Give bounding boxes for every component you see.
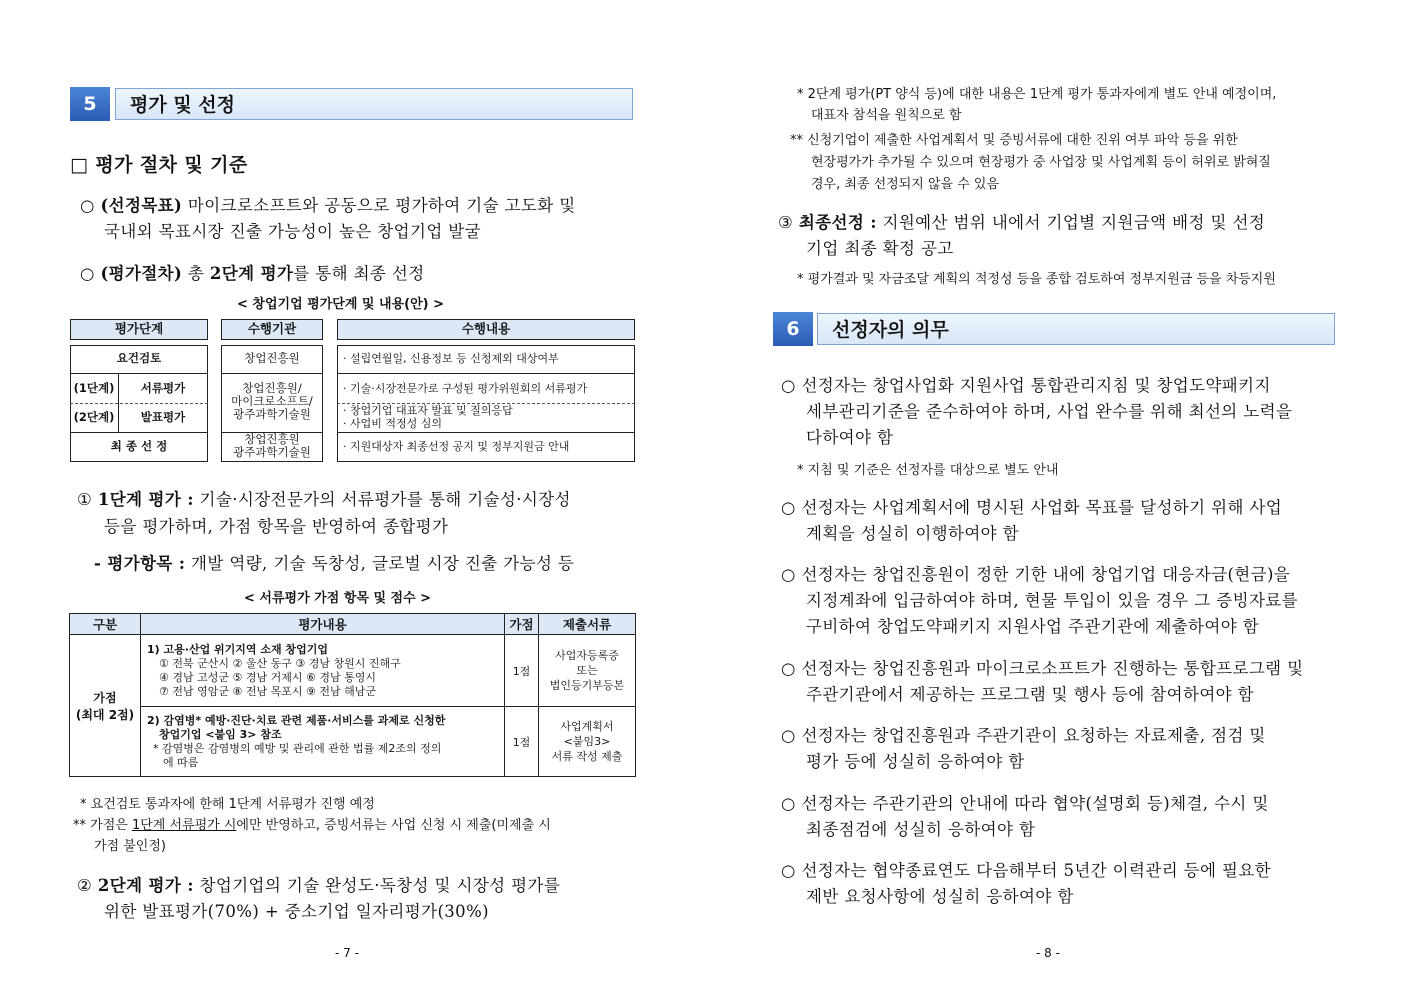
table1-content: · 사업비 적정성 심의 <box>343 417 442 430</box>
table1-org: 창업진흥원 <box>244 432 300 446</box>
step-marker: ③ <box>778 213 794 232</box>
duty-item: ○ 선정자는 창업진흥원이 정한 기한 내에 창업기업 대응자금(현금)을 <box>781 565 1291 584</box>
step-marker: ① <box>77 490 93 509</box>
section-number-badge: 5 <box>70 87 110 121</box>
table1-stage: 서류평가 <box>140 381 186 395</box>
table1-header-org: 수행기관 <box>221 319 323 340</box>
table2-header: 제출서류 <box>539 614 636 635</box>
step3 <box>778 209 1265 233</box>
duty-note: * 지침 및 기준은 선정자를 대상으로 별도 안내 <box>797 463 1059 478</box>
duty-item: ○ 선정자는 협약종료연도 다음해부터 5년간 이력관리 등에 필요한 <box>781 861 1272 880</box>
eval-items-text: 개발 역량, 기술 독창성, 글로벌 시장 진출 가능성 등 <box>185 554 575 573</box>
duty-item: ○ 선정자는 창업사업화 지원사업 통합관리지침 및 창업도약패키지 <box>781 376 1271 395</box>
section-title-bar: 선정자의 의무 <box>817 313 1335 345</box>
table2-item-line: ⑦ 전남 영암군 ⑧ 전남 목포시 ⑨ 전남 해남군 <box>159 684 376 698</box>
table2-item-note: * 감염병은 감염병의 예방 및 관리에 관한 법률 제2조의 정의 <box>153 741 442 755</box>
footnote-text: ** 가점은 <box>73 818 132 833</box>
table2-item-title: 2) 감염병* 예방·진단·치료 관련 제품·서비스를 과제로 신청한 <box>147 713 446 727</box>
step3-cont: 기업 최종 확정 공고 <box>806 239 954 258</box>
bullet-label: (선정목표) <box>100 196 183 215</box>
table2-item-note: 에 따름 <box>163 755 199 769</box>
table1-caption: < 창업기업 평가단계 및 내용(안) > <box>237 297 444 312</box>
table1-content: · 창업기업 대표자 발표 및 질의응답 <box>343 404 513 417</box>
eval-items-label: - 평가항목 : <box>94 554 186 573</box>
duty-item-cont: 세부관리기준을 준수하여야 하며, 사업 완수를 위해 최선의 노력을 <box>806 402 1293 421</box>
note: * 평가결과 및 자금조달 계획의 적정성 등을 종합 검토하여 정부지원금 등을 차등지원 <box>797 272 1276 287</box>
table1-stage: 발표평가 <box>140 410 186 424</box>
table1-org: 창업진흥원 <box>244 351 300 365</box>
section-title-bar: 평가 및 선정 <box>115 88 633 120</box>
table2-doc-cell <box>539 635 636 707</box>
table1-header-stage: 평가단계 <box>70 319 208 340</box>
note-cont: 경우, 최종 선정되지 않을 수 있음 <box>811 177 1000 192</box>
bullet-marker: ○ <box>80 264 101 283</box>
table2-doc-cell <box>539 707 636 777</box>
duty-item-cont: 구비하여 창업도약패키지 지원사업 주관기관에 제출하여야 함 <box>806 617 1260 636</box>
duty-item: ○ 선정자는 사업계획서에 명시된 사업화 목표를 달성하기 위해 사업 <box>781 498 1283 517</box>
table1-divider <box>70 373 208 374</box>
table1-content: · 기술·시장전문가로 구성된 평가위원회의 서류평가 <box>343 382 588 395</box>
note: * 2단계 평가(PT 양식 등)에 대한 내용은 1단계 평가 통과자에게 별도 안내 예정이며, <box>797 87 1277 102</box>
table2-group-cell <box>70 635 141 777</box>
step-marker: ② <box>77 876 93 895</box>
table2-item-title: 창업기업 <붙임 3> 참조 <box>159 727 282 741</box>
table1-divider <box>337 373 635 374</box>
table2-doc: 또는 <box>576 664 598 677</box>
note-cont: 현장평가가 추가될 수 있으며 현장평가 중 사업장 및 사업계획 등이 허위로 밝혀질 <box>811 155 1271 170</box>
table1-content: · 지원대상자 최종선정 공지 및 정부지원금 안내 <box>343 440 570 453</box>
subheading: □ 평가 절차 및 기준 <box>70 154 248 176</box>
step2-cont: 위한 발표평가(70%) + 중소기업 일자리평가(30%) <box>104 902 489 921</box>
duty-item-cont: 계획을 성실히 이행하여야 함 <box>806 524 1020 543</box>
duty-item-cont: 다하여야 함 <box>806 428 894 447</box>
table2-doc: 서류 작성 제출 <box>551 750 623 763</box>
table1-divider <box>70 432 208 433</box>
table2-item-line: ① 전북 군산시 ② 울산 동구 ③ 경남 창원시 진해구 <box>159 656 401 670</box>
table1-org: 광주과학기술원 <box>233 445 311 459</box>
table1-stage-tag: (2단계) <box>73 410 115 424</box>
table1-stage: 요건검토 <box>116 351 162 365</box>
step-title: 2단계 평가 : <box>97 876 194 895</box>
duty-item: ○ 선정자는 주관기관의 안내에 따라 협약(설명회 등)체결, 수시 및 <box>781 794 1269 813</box>
duty-item-cont: 주관기관에서 제공하는 프로그램 및 행사 등에 참여하여야 함 <box>806 685 1254 704</box>
bullet-text: 마이크로소프트와 공동으로 평가하여 기술 고도화 및 <box>182 196 576 215</box>
table1-divider <box>221 373 323 374</box>
bullet-procedure <box>80 260 425 284</box>
bullet-text: 를 통해 최종 선정 <box>293 264 425 283</box>
bullet-label: (평가절차) <box>100 264 183 283</box>
footnote-underline: 1단계 서류평가 시 <box>131 818 237 833</box>
table2-doc: 사업계획서 <box>560 720 614 733</box>
table2-doc: <붙임3> <box>563 735 611 748</box>
duty-item-cont: 제반 요청사항에 성실히 응하여야 함 <box>806 887 1074 906</box>
bullet-goal-cont: 국내외 목표시장 진출 가능성이 높은 창업기업 발굴 <box>104 222 481 241</box>
eval-items <box>94 550 574 574</box>
table2-item-title: 1) 고용·산업 위기지역 소재 창업기업 <box>147 642 328 656</box>
bullet-goal <box>80 192 576 216</box>
note-cont: 대표자 참석을 원칙으로 함 <box>811 108 962 123</box>
step2 <box>77 872 560 896</box>
footnote-text: 에만 반영하고, 증빙서류는 사업 신청 시 제출(미제출 시 <box>236 818 551 833</box>
bonus-points-table <box>69 613 636 777</box>
table1-content: · 설립연월일, 신용정보 등 신청제외 대상여부 <box>343 352 559 365</box>
table2-header: 구분 <box>70 614 141 635</box>
table1-org: 마이크로소프트/ <box>231 394 313 408</box>
table2-doc: 법인등기부등본 <box>549 679 625 692</box>
step-text: 창업기업의 기술 완성도·독창성 및 시장성 평가를 <box>193 876 561 895</box>
step-text: 지원예산 범위 내에서 기업별 지원금액 배정 및 선정 <box>876 213 1266 232</box>
table2-content-cell <box>141 707 505 777</box>
table1-org: 광주과학기술원 <box>233 407 311 421</box>
bullet-marker: ○ <box>80 196 101 215</box>
table2-item-line: ④ 경남 고성군 ⑤ 경남 거제시 ⑥ 경남 통영시 <box>159 670 376 684</box>
duty-item-cont: 지정계좌에 입금하여야 하며, 현물 투입이 있을 경우 그 증빙자료를 <box>806 591 1298 610</box>
table2-group-sub: (최대 2점) <box>75 707 135 722</box>
step1-cont: 등을 평가하며, 가점 항목을 반영하여 종합평가 <box>104 517 449 536</box>
footnote: * 요건검토 통과자에 한해 1단계 서류평가 진행 예정 <box>80 797 375 812</box>
section-number-badge: 6 <box>773 312 813 346</box>
duty-item-cont: 평가 등에 성실히 응하여야 함 <box>806 752 1025 771</box>
footnote-cont: 가점 불인정) <box>94 839 166 854</box>
table2-caption: < 서류평가 가점 항목 및 점수 > <box>244 591 432 606</box>
duty-item: ○ 선정자는 창업진흥원과 주관기관이 요청하는 자료제출, 점검 및 <box>781 726 1266 745</box>
step-title: 1단계 평가 : <box>97 490 194 509</box>
table2-content-cell <box>141 635 505 707</box>
step-text: 기술·시장전문가의 서류평가를 통해 기술성·시장성 <box>193 490 571 509</box>
note: ** 신청기업이 제출한 사업계획서 및 증빙서류에 대한 진위 여부 파악 등을 위한 <box>790 133 1238 148</box>
step-title: 최종선정 : <box>798 213 877 232</box>
table2-score: 1점 <box>505 707 539 777</box>
table2-score: 1점 <box>505 635 539 707</box>
bullet-bold: 2단계 평가 <box>209 264 294 283</box>
table1-org: 창업진흥원/ <box>242 381 302 395</box>
table2-group: 가점 <box>93 690 117 705</box>
table1-divider <box>337 432 635 433</box>
footnote <box>73 814 551 833</box>
table1-header-content: 수행내용 <box>337 319 635 340</box>
duty-item-cont: 최종점검에 성실히 응하여야 함 <box>806 820 1036 839</box>
table1-stage-tag: (1단계) <box>73 381 115 395</box>
step1 <box>77 486 571 510</box>
table2-header: 가점 <box>505 614 539 635</box>
page-number: - 7 - <box>335 946 359 960</box>
table2-header: 평가내용 <box>141 614 505 635</box>
table1-divider <box>70 403 208 404</box>
bullet-text: 총 <box>182 264 210 283</box>
page-number: - 8 - <box>1036 946 1060 960</box>
table1-stage: 최 종 선 정 <box>110 439 168 453</box>
table2-doc: 사업자등록증 <box>555 649 619 662</box>
duty-item: ○ 선정자는 창업진흥원과 마이크로소프트가 진행하는 통합프로그램 및 <box>781 659 1304 678</box>
